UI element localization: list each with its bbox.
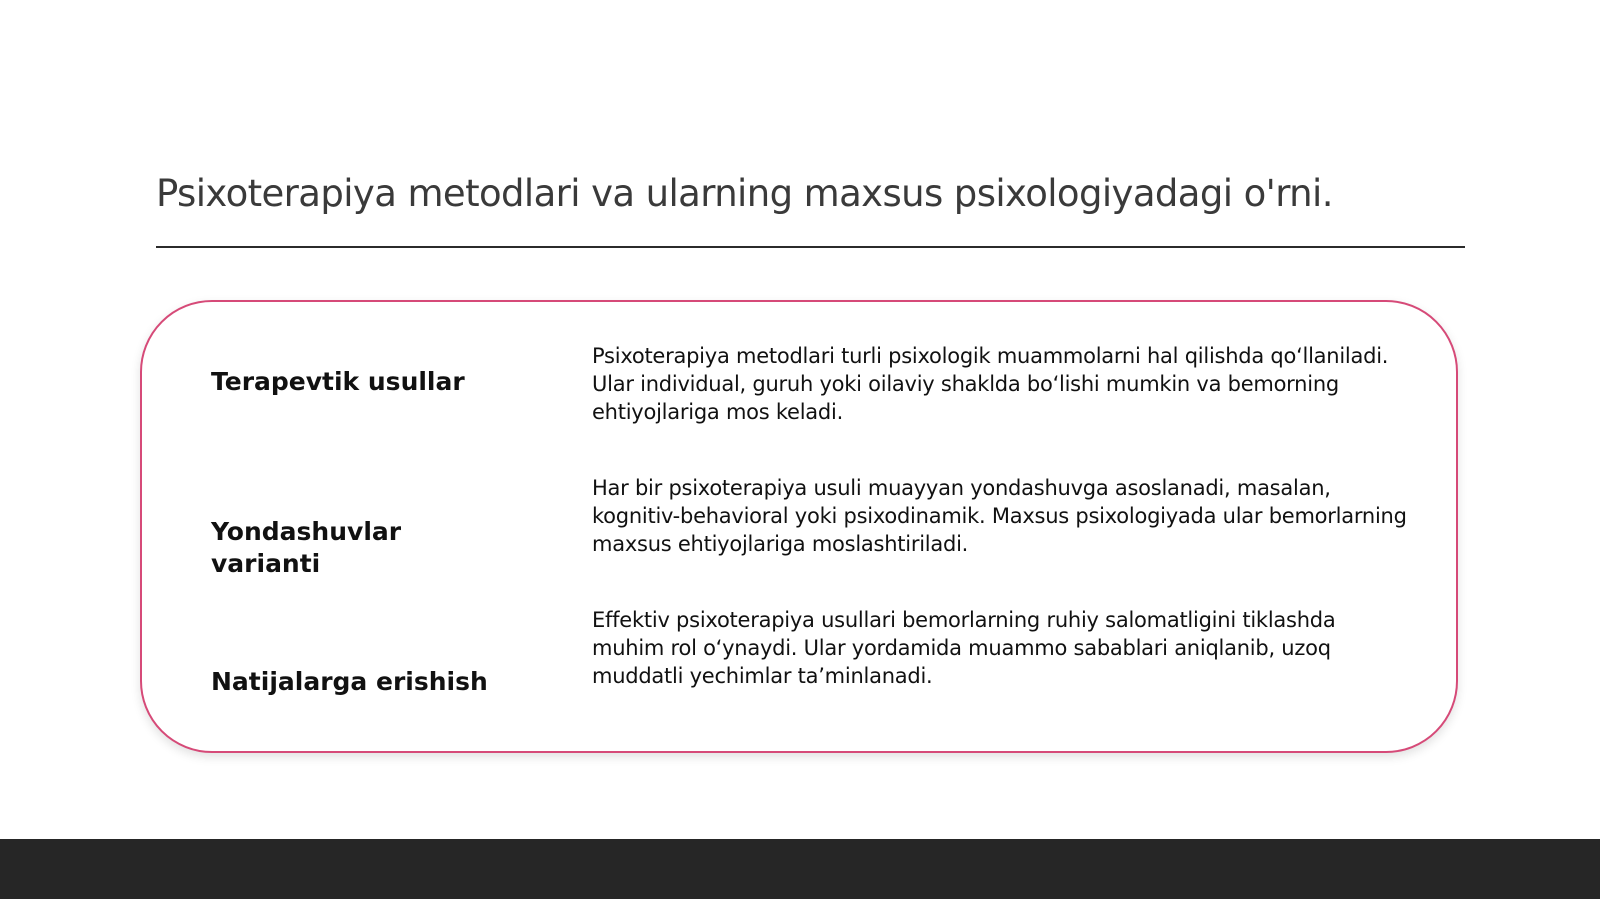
slide-title: Psixoterapiya metodlari va ularning maxsus psixologiyadagi o'rni. — [156, 172, 1333, 215]
row-label-natijalarga-erishish: Natijalarga erishish — [211, 667, 488, 696]
row-text-yondashuvlar-varianti: Har bir psixoterapiya usuli muayyan yondashuvga asoslanadi, masalan, kognitiv-behavioral yoki psixodinamik. Maxsus psixologiyada ular bemorlarning maxsus ehtiyojlariga moslashtiriladi. — [592, 476, 1407, 556]
row-text-natijalarga-erishish: Effektiv psixoterapiya usullari bemorlarning ruhiy salomatligini tiklashda muhim rol o‘ynaydi. Ular yordamida muammo sabablari aniqlanib, uzoq muddatli yechimlar ta’minlanadi. — [592, 608, 1336, 688]
row-label-terapevtik-usullar: Terapevtik usullar — [211, 367, 465, 396]
row-text-terapevtik-usullar: Psixoterapiya metodlari turli psixologik muammolarni hal qilishda qo‘llaniladi. Ular individual, guruh yoki oilaviy shaklda bo‘lishi mumkin va bemorning ehtiyojlariga mos keladi. — [592, 344, 1389, 424]
row-label-yondashuvlar-varianti: Yondashuvlar varianti — [211, 517, 402, 578]
footer-bar — [0, 839, 1600, 899]
title-divider — [156, 246, 1465, 248]
